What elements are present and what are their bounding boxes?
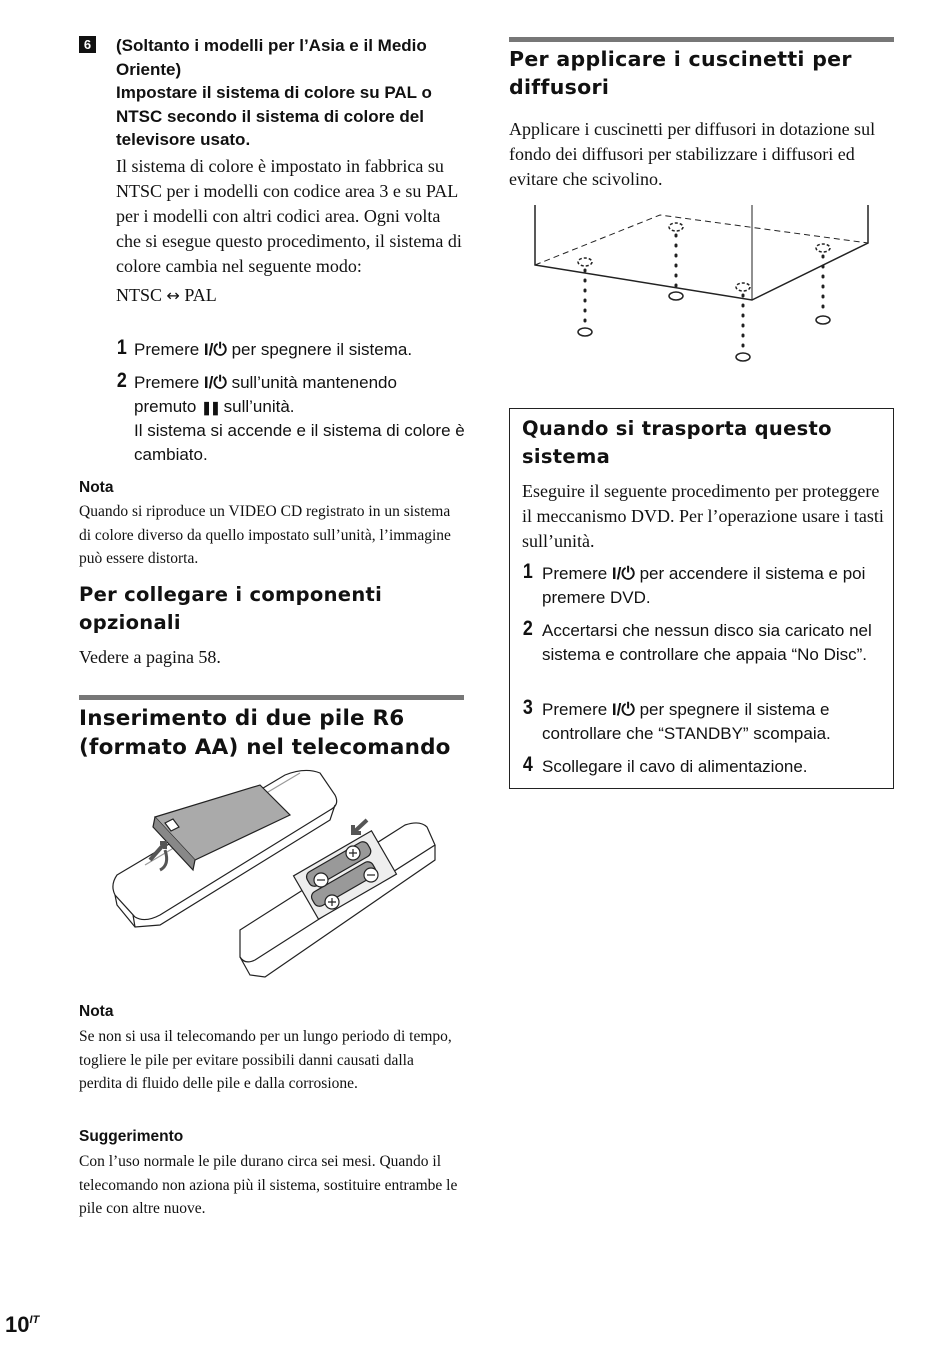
speaker-pad [816,316,830,324]
power-icon: I/⏻ [203,373,227,392]
step-6-number: 6 [79,36,96,53]
speaker-bottom-outline [535,205,868,300]
transport-step-1-text-a: Premere [542,564,608,583]
speaker-pad [669,292,683,300]
pal-label: PAL [184,285,217,305]
transport-step-3-text-a: Premere [542,700,608,719]
substep-2-text-b: sull’unità mantenendo [231,373,397,392]
speaker-pads-heading: Per applicare i cuscinetti per diffusori [509,47,852,99]
double-arrow-icon: ↔ [166,286,180,305]
batteries-heading: Inserimento di due pile R6 (formato AA) nel telecomando [79,706,451,760]
substep-2-text-c: premuto [134,396,197,416]
transport-step-1 [522,562,887,609]
substep-1-text-b: per spegnere il sistema. [231,340,413,359]
tip-text: Con l’uso normale le pile durano circa sei mesi. Quando il telecomando non aziona più il sistema, sostituire entrambe le pile con altre nuove. [79,1153,458,1217]
optional-components-heading: Per collegare i componenti opzionali [79,583,383,634]
power-icon: I/⏻ [611,700,635,719]
power-icon: I/⏻ [203,340,227,359]
power-icon: I/⏻ [611,564,635,583]
substep-1-text-a: Premere [134,340,200,359]
nota-2-text: Se non si usa il telecomando per un lungo periodo di tempo, togliere le pile per evitare possibili danni causati dalla perdita di fluido delle pile e dalla corrosione. [79,1028,452,1092]
transport-step-2-text: Accertarsi che nessun disco sia caricato nel sistema e controllare che appaia “No Disc”. [542,621,872,664]
ntsc-label: NTSC [116,285,163,305]
substep-1-number: 1 [116,336,127,359]
pad-position-marker [578,258,592,266]
section-rule-right [509,37,894,42]
speaker-pads-text: Applicare i cuscinetti per diffusori in dotazione sul fondo dei diffusori per stabilizzare i diffusori ed evitare che scivolino. [509,119,876,189]
transport-step-3 [522,698,887,745]
transport-intro: Eseguire il seguente procedimento per proteggere il meccanismo DVD. Per l’operazione usare i tasti sull’unità. [522,481,884,551]
page-number [5,1312,39,1338]
substep-2-number: 2 [116,369,127,392]
substep-1 [116,338,466,362]
transport-heading: Quando si trasporta questo sistema [522,417,832,468]
remote-battery-illustration [105,765,440,990]
pad-position-marker [669,223,683,231]
color-system-description [116,154,466,308]
color-system-toggle [116,283,466,308]
page-number-value: 10 [5,1312,30,1337]
transport-step-2 [522,619,887,666]
substep-2-text-e: Il sistema si accende e il sistema di colore è cambiato. [134,421,465,464]
pause-icon: ❚❚ [201,399,219,415]
transport-step-4-number: 4 [522,753,533,776]
tip-title: Suggerimento [79,1128,184,1145]
transport-step-3-text-b: per spegnere il sistema e controllare che “STANDBY” scompaia. [542,700,831,743]
color-system-text: Il sistema di colore è impostato in fabbrica su NTSC per i modelli con codice area 3 e su PAL per i modelli con altri codici area. Ogni volta che si esegue questo procedimento, il sistema di colore cambia nel seguente modo: [116,156,462,276]
speaker-pad [578,328,592,336]
speaker-pads-illustration [530,205,875,365]
transport-step-4 [522,755,887,779]
step-6-title-action: Impostare il sistema di colore su PAL o NTSC secondo il sistema di colore del televisore usato. [116,83,432,149]
transport-step-4-text: Scollegare il cavo di alimentazione. [542,757,808,776]
speaker-pad [736,353,750,361]
nota-1-title: Nota [79,479,114,496]
pad-position-marker [816,244,830,252]
nota-2-title: Nota [79,1003,114,1020]
step-6-title-region: (Soltanto i modelli per l’Asia e il Medio Oriente) [116,36,427,79]
transport-step-1-number: 1 [522,560,533,583]
substep-2 [116,371,466,466]
substep-2-text-d: sull’unità. [223,396,295,416]
page-language: IT [29,1314,40,1326]
transport-step-3-number: 3 [522,696,533,719]
pad-position-marker [736,283,750,291]
transport-step-2-number: 2 [522,617,533,640]
nota-1-text: Quando si riproduce un VIDEO CD registrato in un sistema di colore diverso da quello impostato sull’unità, l’immagine può essere distorta. [79,503,451,567]
transport-step-1-text-b: per accendere il sistema e poi premere DVD. [542,564,866,607]
insert-arrow-icon [353,820,367,833]
substep-2-text-a: Premere [134,373,200,392]
step-6-heading [79,34,464,152]
optional-components-text: Vedere a pagina 58. [79,647,221,667]
section-rule-left [79,695,464,700]
